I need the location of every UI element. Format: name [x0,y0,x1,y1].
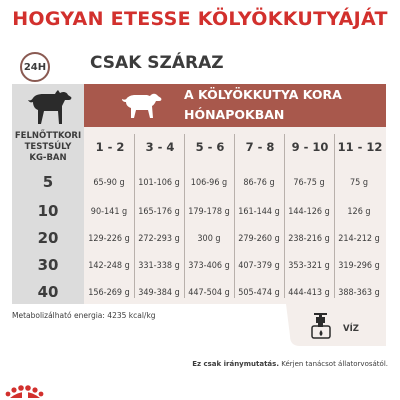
weight-label: 20 [37,229,59,247]
table-cell: 86-76 g [243,178,275,188]
table-cell: 106-96 g [190,178,228,188]
dry-only-subtitle: CSAK SZÁRAZ [90,53,224,73]
table-cell: 353-321 g [288,261,330,271]
disclaimer-bold: Ez csak iránymutatás. [192,360,279,368]
table-cell: 331-338 g [138,261,180,271]
age-column-header: 11 - 12 [337,140,383,154]
table-cell: 65-90 g [93,178,125,188]
age-column-header: 3 - 4 [145,140,175,154]
table-cell: 407-379 g [238,261,280,271]
table-cell: 76-75 g [293,178,325,188]
age-header-line1: A KÖLYÖKKUTYA KORA [184,87,342,102]
table-cell: 272-293 g [138,234,180,244]
table-cell: 126 g [347,207,371,217]
disclaimer-rest: Kérjen tanácsot állatorvosától. [278,360,388,368]
metabolic-energy-note: Metabolizálható energia: 4235 kcal/kg [12,311,156,320]
weight-header-line1: FELNŐTTKORI [14,131,82,141]
disclaimer [192,360,388,368]
table-cell: 179-178 g [188,207,230,217]
table-cell: 238-216 g [288,234,330,244]
table-cell: 144-126 g [288,207,330,217]
table-cell: 319-296 g [338,261,380,271]
page-title: HOGYAN ETESSE KÖLYÖKKUTYÁJÁT [12,8,388,30]
water-label: VÍZ [343,324,359,334]
table-cell: 444-413 g [288,288,330,298]
table-cell: 505-474 g [238,288,280,298]
weight-label: 5 [42,173,54,191]
age-header-line2: HÓNAPOKBAN [184,107,285,122]
table-cell: 161-144 g [238,207,280,217]
table-cell: 156-269 g [88,288,130,298]
table-cell: 101-106 g [138,178,180,188]
table-cell: 373-406 g [188,261,230,271]
weight-header-line2: TESTSÚLY [24,142,72,152]
weight-label: 10 [37,202,59,220]
table-cell: 165-176 g [138,207,180,217]
weight-header-line3: KG-BAN [29,153,67,163]
table-cell: 214-212 g [338,234,380,244]
table-cell: 129-226 g [88,234,130,244]
24h-badge: 24H [20,52,50,82]
table-cell: 90-141 g [90,207,128,217]
table-cell: 447-504 g [188,288,230,298]
age-column-header: 9 - 10 [291,140,329,154]
age-column-header: 1 - 2 [95,140,125,154]
crown-icon [6,385,44,400]
weight-label: 40 [37,283,59,301]
age-column-header: 5 - 6 [195,140,225,154]
table-cell: 75 g [349,178,368,188]
table-cell: 142-248 g [88,261,130,271]
weight-label: 30 [37,256,59,274]
table-cell: 388-363 g [338,288,380,298]
brand-logo [0,368,70,400]
table-cell: 279-260 g [238,234,280,244]
table-cell: 349-384 g [138,288,180,298]
age-column-header: 7 - 8 [245,140,275,154]
table-cell: 300 g [197,234,221,244]
